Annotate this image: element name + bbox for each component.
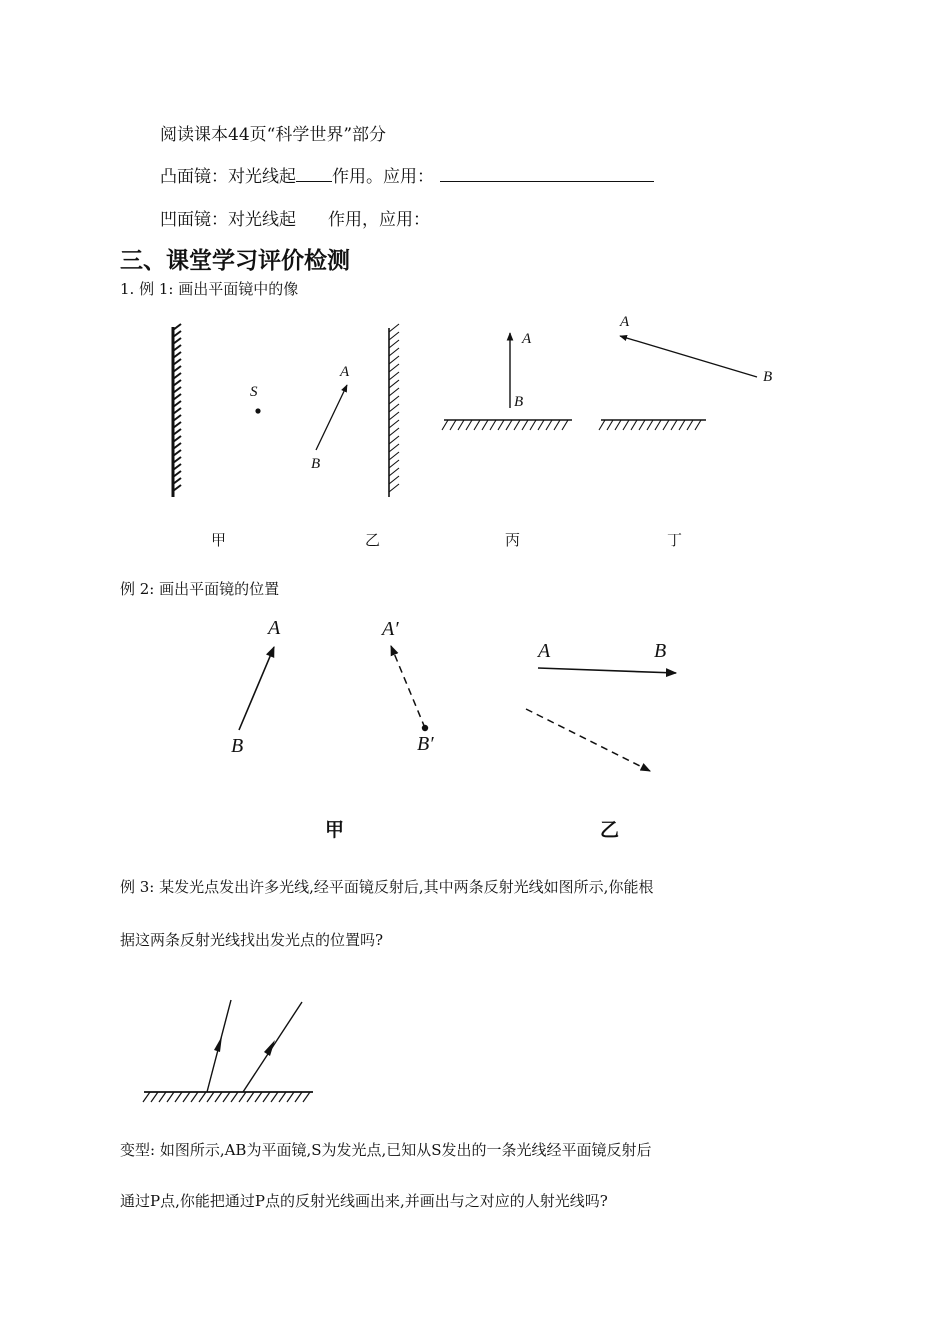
label-a-ding: A (620, 314, 630, 330)
hatch-mark (514, 420, 520, 430)
hatch-mark (623, 420, 629, 430)
hatch-mark (663, 420, 669, 430)
label-b-bing: B (514, 394, 524, 410)
ex2-caption-yi: 乙 (600, 819, 620, 841)
hatch-mark (303, 1092, 310, 1102)
hatch-mark (389, 444, 399, 452)
example3-line1: 例 3: 某发光点发出许多光线,经平面镜反射后,其中两条反射光线如图所示,你能根 (120, 878, 654, 896)
hatch-mark (389, 340, 399, 348)
hatch-mark (173, 387, 181, 393)
hatch-mark (173, 478, 181, 484)
caption-bing: 丙 (505, 531, 521, 549)
hatch-mark (173, 422, 181, 428)
hatch-mark (389, 324, 399, 332)
hatch-mark (173, 394, 181, 400)
ex3-ray1-arrowhead (214, 1036, 222, 1052)
hatch-mark (173, 338, 181, 344)
hatch-mark (389, 428, 399, 436)
ground-bing (442, 420, 572, 430)
hatch-mark (173, 457, 181, 463)
hatch-mark (389, 380, 399, 388)
ex3-reflected-ray-2 (243, 1002, 302, 1092)
hatch-mark (271, 1092, 278, 1102)
convex-prefix: 凸面镜：对光线起 (160, 167, 296, 187)
ex2-label-b: B (231, 735, 244, 757)
hatch-mark (554, 420, 560, 430)
hatch-mark (239, 1092, 246, 1102)
hatch-mark (173, 366, 181, 372)
hatch-mark (389, 356, 399, 364)
hatch-mark (695, 420, 701, 430)
hatch-mark (183, 1092, 190, 1102)
mirror-jia (173, 324, 181, 497)
hatch-mark (263, 1092, 270, 1102)
example1-title: 1. 例 1: 画出平面镜中的像 (120, 280, 299, 298)
hatch-mark (173, 443, 181, 449)
ex2-label-b-prime: B′ (417, 733, 434, 755)
hatch-mark (458, 420, 464, 430)
point-s (255, 408, 260, 413)
hatch-mark (562, 420, 568, 430)
hatch-mark (389, 420, 399, 428)
ex3-ray2-arrowhead (264, 1040, 275, 1056)
hatch-mark (389, 332, 399, 340)
hatch-mark (679, 420, 685, 430)
ex2-ray-ab (538, 668, 676, 673)
hatch-mark (389, 364, 399, 372)
hatch-mark (173, 436, 181, 442)
label-a-yi: A (340, 364, 350, 380)
concave-mirror-question (160, 205, 430, 230)
hatch-mark (389, 348, 399, 356)
hatch-mark (389, 436, 399, 444)
label-b-yi: B (311, 456, 321, 472)
hatch-mark (173, 415, 181, 421)
hatch-mark (389, 468, 399, 476)
example2-title: 例 2: 画出平面镜的位置 (120, 580, 280, 598)
ex2-arrow-ab (239, 647, 274, 730)
ground-ding (599, 420, 706, 430)
hatch-mark (295, 1092, 302, 1102)
ex2-caption-jia: 甲 (325, 819, 345, 841)
variant-line1: 变型: 如图所示,AB为平面镜,S为发光点,已知从S发出的一条光线经平面镜反射后 (120, 1141, 652, 1159)
hatch-mark (442, 420, 448, 430)
hatch-mark (173, 324, 181, 330)
hatch-mark (173, 401, 181, 407)
ex2-label-a: A (268, 617, 281, 639)
concave-prefix: 凹面镜：对光线起 (160, 210, 296, 230)
hatch-mark (522, 420, 528, 430)
label-a-bing: A (522, 331, 532, 347)
hatch-mark (173, 485, 181, 491)
hatch-mark (159, 1092, 166, 1102)
hatch-mark (207, 1092, 214, 1102)
section-heading: 三、课堂学习评价检测 (120, 248, 350, 274)
arrow-ab-yi (316, 385, 347, 450)
caption-ding: 丁 (667, 531, 683, 549)
hatch-mark (279, 1092, 286, 1102)
hatch-mark (450, 420, 456, 430)
hatch-mark (490, 420, 496, 430)
hatch-mark (647, 420, 653, 430)
hatch-mark (389, 484, 399, 492)
hatch-mark (389, 372, 399, 380)
hatch-mark (389, 404, 399, 412)
label-b-ding: B (763, 369, 773, 385)
ex2-point-b-prime (422, 725, 428, 731)
ex2-label-a-prime: A′ (382, 618, 399, 640)
hatch-mark (173, 380, 181, 386)
caption-yi: 乙 (365, 531, 381, 549)
hatch-mark (631, 420, 637, 430)
hatch-mark (215, 1092, 222, 1102)
hatch-mark (538, 420, 544, 430)
ex2-label-a-yi: A (538, 640, 551, 662)
hatch-mark (498, 420, 504, 430)
hatch-mark (389, 388, 399, 396)
hatch-mark (482, 420, 488, 430)
hatch-mark (546, 420, 552, 430)
hatch-mark (143, 1092, 150, 1102)
hatch-mark (173, 345, 181, 351)
caption-jia: 甲 (211, 531, 227, 549)
hatch-mark (255, 1092, 262, 1102)
hatch-mark (173, 464, 181, 470)
convex-blank-1[interactable] (296, 180, 332, 182)
mirror-yi (389, 324, 399, 497)
hatch-mark (167, 1092, 174, 1102)
reading-instruction: 阅读课本44页“科学世界”部分 (160, 125, 387, 145)
hatch-mark (191, 1092, 198, 1102)
hatch-mark (173, 373, 181, 379)
hatch-mark (223, 1092, 230, 1102)
ex2-label-b-yi: B (654, 640, 667, 662)
hatch-mark (173, 429, 181, 435)
hatch-mark (530, 420, 536, 430)
hatch-mark (466, 420, 472, 430)
hatch-mark (639, 420, 645, 430)
hatch-mark (173, 331, 181, 337)
hatch-mark (173, 408, 181, 414)
hatch-mark (607, 420, 613, 430)
hatch-mark (389, 452, 399, 460)
hatch-mark (671, 420, 677, 430)
hatch-mark (151, 1092, 158, 1102)
convex-mid: 作用。应用： (332, 167, 434, 187)
hatch-mark (389, 412, 399, 420)
hatch-mark (175, 1092, 182, 1102)
hatch-mark (389, 396, 399, 404)
ex2-arrow-image (391, 646, 425, 728)
hatch-mark (474, 420, 480, 430)
hatch-mark (247, 1092, 254, 1102)
hatch-mark (231, 1092, 238, 1102)
hatch-mark (687, 420, 693, 430)
ex2-dashed-ray (526, 709, 650, 771)
hatch-mark (173, 450, 181, 456)
hatch-mark (615, 420, 621, 430)
arrow-ab-ding (620, 336, 757, 377)
hatch-mark (199, 1092, 206, 1102)
hatch-mark (173, 471, 181, 477)
variant-line2: 通过P点,你能把通过P点的反射光线画出来,并画出与之对应的人射光线吗? (120, 1192, 608, 1210)
convex-blank-2[interactable] (440, 180, 654, 182)
hatch-mark (173, 359, 181, 365)
label-s: S (250, 384, 258, 400)
hatch-mark (506, 420, 512, 430)
hatch-mark (655, 420, 661, 430)
hatch-mark (599, 420, 605, 430)
ex3-reflected-ray-1 (207, 1000, 231, 1092)
hatch-mark (389, 476, 399, 484)
hatch-mark (389, 460, 399, 468)
example3-line2: 据这两条反射光线找出发光点的位置吗? (120, 931, 384, 949)
concave-mid: 作用，应用： (328, 210, 430, 230)
hatch-mark (287, 1092, 294, 1102)
hatch-mark (173, 352, 181, 358)
convex-mirror-question (160, 162, 654, 187)
ex3-mirror (143, 1092, 313, 1102)
